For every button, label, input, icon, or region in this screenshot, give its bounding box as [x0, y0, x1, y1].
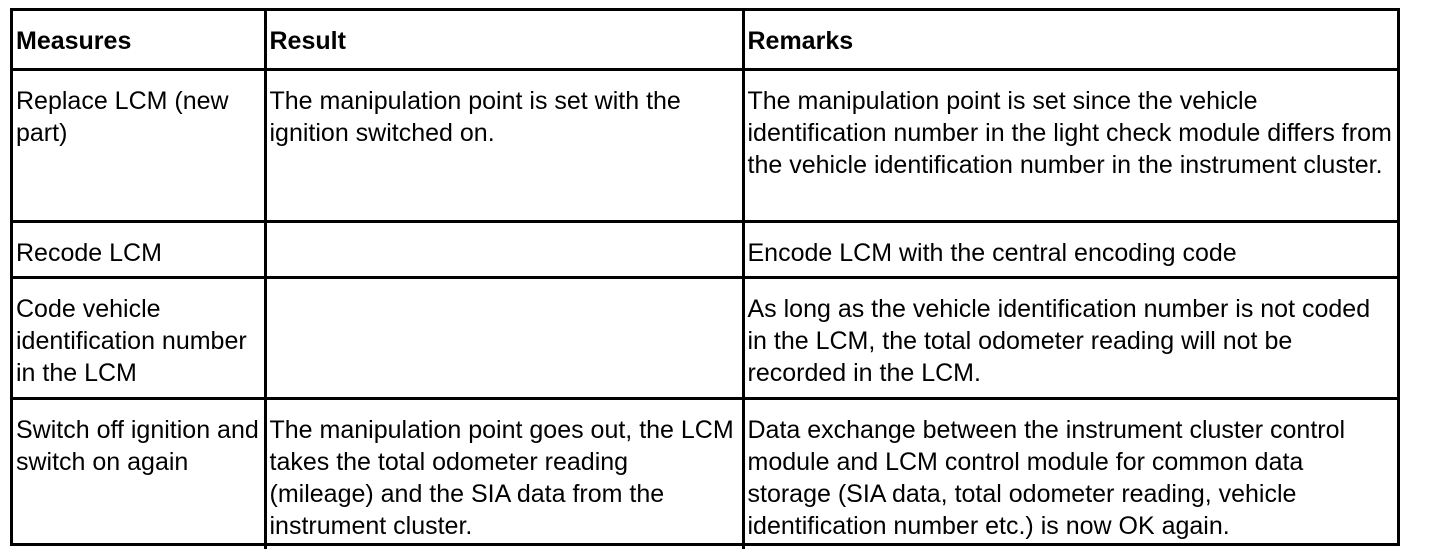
header-result: Result: [265, 11, 743, 69]
cell-result: [265, 277, 743, 398]
header-remarks: Remarks: [743, 11, 1397, 69]
table-header-row: [13, 11, 1397, 69]
table-row: [13, 69, 1397, 221]
cell-remarks: Encode LCM with the central encoding code: [743, 221, 1397, 277]
cell-measures: Replace LCM (new part): [13, 69, 265, 221]
cell-measures: Code vehicle identification number in the LCM: [13, 277, 265, 398]
cell-remarks: As long as the vehicle identification number is not coded in the LCM, the total odometer reading will not be recorded in the LCM.: [743, 277, 1397, 398]
cell-measures: Recode LCM: [13, 221, 265, 277]
cell-result: The manipulation point goes out, the LCM takes the total odometer reading (mileage) and the SIA data from the instrument cluster.: [265, 398, 743, 549]
cell-result: The manipulation point is set with the ignition switched on.: [265, 69, 743, 221]
table-row: [13, 277, 1397, 398]
cell-remarks: The manipulation point is set since the vehicle identification number in the light check module differs from the vehicle identification number in the instrument cluster.: [743, 69, 1397, 221]
cell-measures: Switch off ignition and switch on again: [13, 398, 265, 549]
cell-result: [265, 221, 743, 277]
cell-remarks: Data exchange between the instrument cluster control module and LCM control module for common data storage (SIA data, total odometer reading, vehicle identification number etc.) is now OK again.: [743, 398, 1397, 549]
measures-table: [10, 8, 1400, 546]
header-measures: Measures: [13, 11, 265, 69]
table-row: [13, 398, 1397, 549]
table: [13, 11, 1397, 549]
table-row: [13, 221, 1397, 277]
